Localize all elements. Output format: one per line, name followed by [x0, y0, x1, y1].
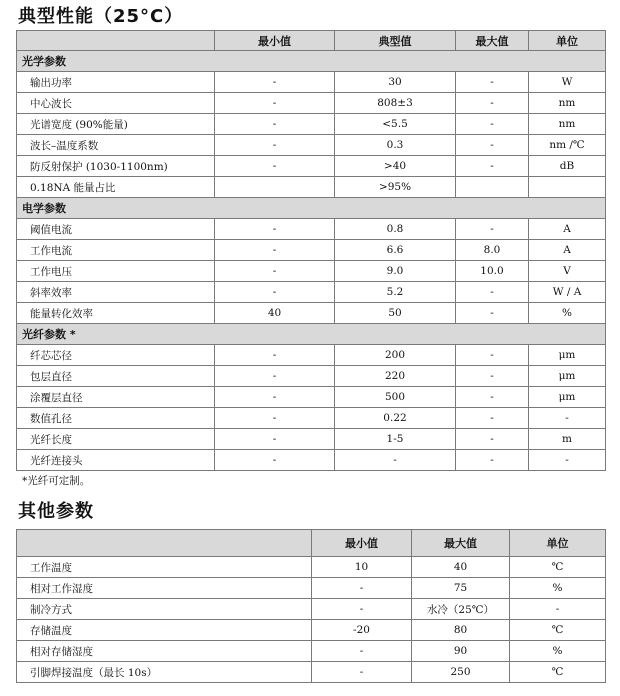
param-value: % — [510, 578, 606, 599]
param-value: - — [215, 135, 335, 156]
param-name: 包层直径 — [17, 366, 215, 387]
param-value: >40 — [335, 156, 456, 177]
param-name: 相对工作湿度 — [17, 578, 312, 599]
param-value: 10 — [312, 557, 412, 578]
param-name: 涂覆层直径 — [17, 387, 215, 408]
param-value: 75 — [412, 578, 510, 599]
header-cell — [17, 31, 215, 51]
group-row — [17, 324, 606, 345]
param-value: 8.0 — [456, 240, 529, 261]
param-value: 200 — [335, 345, 456, 366]
param-value: 0.8 — [335, 219, 456, 240]
param-value — [215, 177, 335, 198]
param-value: nm — [529, 93, 606, 114]
table-row — [17, 114, 606, 135]
param-value: 10.0 — [456, 261, 529, 282]
table-row — [17, 135, 606, 156]
param-value: - — [529, 408, 606, 429]
param-name: 中心波长 — [17, 93, 215, 114]
param-value: nm /℃ — [529, 135, 606, 156]
param-value: 9.0 — [335, 261, 456, 282]
param-value: 40 — [412, 557, 510, 578]
param-value: - — [215, 387, 335, 408]
param-value: 5.2 — [335, 282, 456, 303]
table-row — [17, 387, 606, 408]
table-row — [17, 240, 606, 261]
table-row — [17, 156, 606, 177]
param-value: dB — [529, 156, 606, 177]
param-name: 制冷方式 — [17, 599, 312, 620]
param-value: - — [456, 114, 529, 135]
param-value: 500 — [335, 387, 456, 408]
group-title: 电学参数 — [17, 198, 606, 219]
table-row — [17, 219, 606, 240]
param-name: 工作电流 — [17, 240, 215, 261]
param-value: - — [215, 429, 335, 450]
param-value: μm — [529, 345, 606, 366]
group-row — [17, 51, 606, 72]
param-value: 220 — [335, 366, 456, 387]
param-value: m — [529, 429, 606, 450]
param-value: A — [529, 219, 606, 240]
param-value: - — [456, 282, 529, 303]
table-header-row — [17, 31, 606, 51]
param-value: ℃ — [510, 662, 606, 683]
table-header-row — [17, 530, 606, 557]
param-name: 纤芯芯径 — [17, 345, 215, 366]
param-value: 90 — [412, 641, 510, 662]
param-value: μm — [529, 366, 606, 387]
param-value: - — [215, 72, 335, 93]
param-value: - — [215, 93, 335, 114]
table-row — [17, 303, 606, 324]
table-row — [17, 599, 606, 620]
param-value: - — [456, 450, 529, 471]
header-cell: 最小值 — [312, 530, 412, 557]
table-row — [17, 72, 606, 93]
param-name: 相对存储湿度 — [17, 641, 312, 662]
param-name: 斜率效率 — [17, 282, 215, 303]
param-value: - — [456, 366, 529, 387]
param-value: 808±3 — [335, 93, 456, 114]
param-value: >95% — [335, 177, 456, 198]
param-name: 存储温度 — [17, 620, 312, 641]
param-value: - — [456, 345, 529, 366]
table-row — [17, 578, 606, 599]
param-value: ℃ — [510, 557, 606, 578]
param-value: 80 — [412, 620, 510, 641]
param-value: - — [529, 450, 606, 471]
table-row — [17, 261, 606, 282]
header-cell — [17, 530, 312, 557]
param-value: - — [312, 599, 412, 620]
param-value: 6.6 — [335, 240, 456, 261]
table-row — [17, 557, 606, 578]
param-value: 250 — [412, 662, 510, 683]
param-value: - — [215, 408, 335, 429]
param-value: <5.5 — [335, 114, 456, 135]
param-name: 防反射保护 (1030-1100nm) — [17, 156, 215, 177]
param-name: 工作电压 — [17, 261, 215, 282]
param-value: 水冷（25℃） — [412, 599, 510, 620]
param-value: 0.22 — [335, 408, 456, 429]
table-row — [17, 282, 606, 303]
header-cell: 单位 — [510, 530, 606, 557]
typical-performance-table — [16, 30, 606, 471]
param-value: - — [215, 114, 335, 135]
param-value: - — [456, 135, 529, 156]
param-name: 能量转化效率 — [17, 303, 215, 324]
param-value: % — [510, 641, 606, 662]
param-value: W / A — [529, 282, 606, 303]
param-name: 输出功率 — [17, 72, 215, 93]
group-title: 光纤参数 * — [17, 324, 606, 345]
param-value: - — [456, 408, 529, 429]
param-value: - — [215, 282, 335, 303]
param-value: - — [456, 72, 529, 93]
section-title-typical-performance: 典型性能（25°C） — [18, 6, 184, 27]
param-value: μm — [529, 387, 606, 408]
param-value: - — [510, 599, 606, 620]
param-value: - — [312, 578, 412, 599]
param-value: 50 — [335, 303, 456, 324]
table-row — [17, 408, 606, 429]
header-cell: 单位 — [529, 31, 606, 51]
param-value: - — [215, 450, 335, 471]
group-row — [17, 198, 606, 219]
param-value: - — [456, 303, 529, 324]
param-value: - — [215, 345, 335, 366]
param-value: A — [529, 240, 606, 261]
param-value: ℃ — [510, 620, 606, 641]
param-value: - — [456, 156, 529, 177]
param-name: 工作温度 — [17, 557, 312, 578]
param-value: V — [529, 261, 606, 282]
param-value: 40 — [215, 303, 335, 324]
header-cell: 最小值 — [215, 31, 335, 51]
param-value: - — [215, 156, 335, 177]
param-value: % — [529, 303, 606, 324]
header-cell: 典型值 — [335, 31, 456, 51]
table-row — [17, 366, 606, 387]
header-cell: 最大值 — [412, 530, 510, 557]
table-row — [17, 429, 606, 450]
table-row — [17, 345, 606, 366]
param-value — [529, 177, 606, 198]
table-row — [17, 641, 606, 662]
param-value: 0.3 — [335, 135, 456, 156]
table-row — [17, 177, 606, 198]
param-value: - — [312, 662, 412, 683]
table-row — [17, 620, 606, 641]
param-value: - — [215, 261, 335, 282]
group-title: 光学参数 — [17, 51, 606, 72]
param-name: 阈值电流 — [17, 219, 215, 240]
section-title-other-params: 其他参数 — [18, 501, 94, 522]
fiber-custom-note: *光纤可定制。 — [22, 475, 91, 487]
param-name: 光谱宽度 (90%能量) — [17, 114, 215, 135]
other-params-table — [16, 529, 606, 683]
param-value: - — [312, 641, 412, 662]
param-value: 30 — [335, 72, 456, 93]
param-value: - — [456, 387, 529, 408]
param-value: - — [215, 366, 335, 387]
param-name: 数值孔径 — [17, 408, 215, 429]
param-value: - — [335, 450, 456, 471]
param-value: nm — [529, 114, 606, 135]
param-value: - — [456, 219, 529, 240]
table-row — [17, 450, 606, 471]
param-name: 引脚焊接温度（最长 10s） — [17, 662, 312, 683]
header-cell: 最大值 — [456, 31, 529, 51]
param-value: -20 — [312, 620, 412, 641]
param-value: 1-5 — [335, 429, 456, 450]
param-name: 波长–温度系数 — [17, 135, 215, 156]
table-row — [17, 662, 606, 683]
param-name: 0.18NA 能量占比 — [17, 177, 215, 198]
table-row — [17, 93, 606, 114]
param-value: - — [456, 93, 529, 114]
param-name: 光纤连接头 — [17, 450, 215, 471]
param-value — [456, 177, 529, 198]
param-value: - — [215, 240, 335, 261]
param-name: 光纤长度 — [17, 429, 215, 450]
param-value: - — [456, 429, 529, 450]
param-value: - — [215, 219, 335, 240]
param-value: W — [529, 72, 606, 93]
